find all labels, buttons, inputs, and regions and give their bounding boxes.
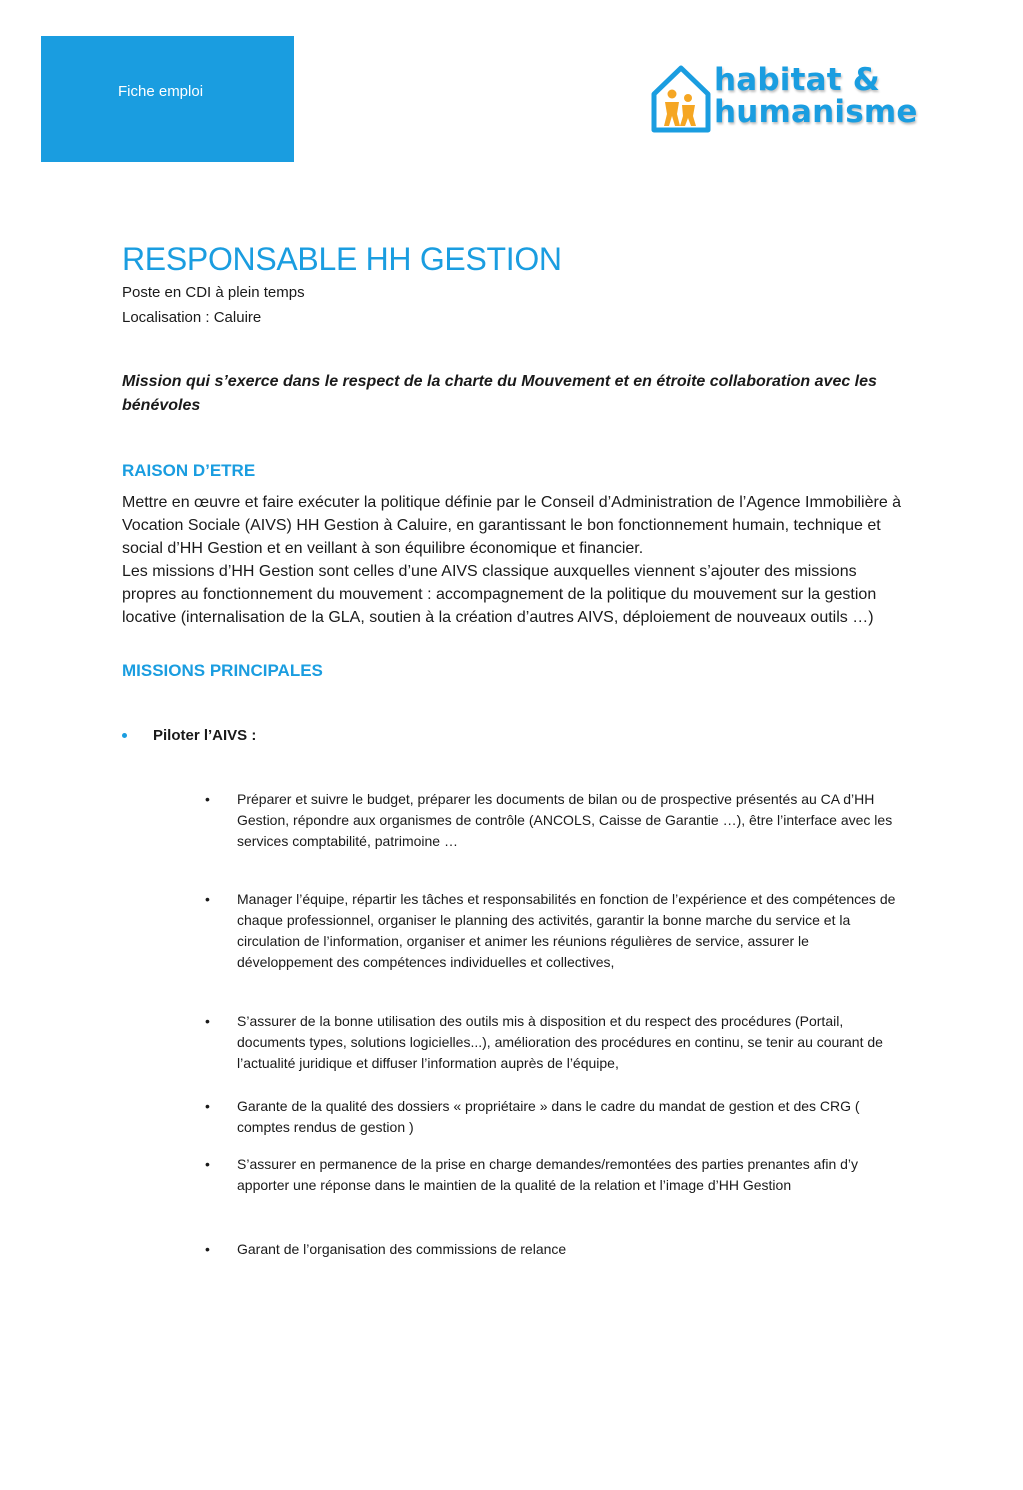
list-item-text: Garant de l’organisation des commissions de relance	[237, 1241, 567, 1257]
list-item	[205, 1011, 905, 1074]
raison-text	[122, 491, 912, 629]
bullet-icon: •	[205, 791, 210, 807]
bullet-icon	[122, 733, 127, 738]
list-item	[205, 889, 905, 973]
pilot-list-item	[122, 726, 912, 746]
document-content	[122, 238, 912, 746]
list-item-text: Manager l’équipe, répartir les tâches et responsabilités en fonction de l’expérience et des compétences de chaque professionnel, organiser le planning des activités, garantir la bonne marche du service et la circulation de l’information, organiser et animer les réunions régulières de service, assurer le développement des compétences individuelles et collectives,	[237, 891, 896, 970]
job-location: Localisation : Caluire	[122, 309, 262, 326]
raison-heading: RAISON D’ETRE	[122, 461, 256, 480]
list-item	[205, 1239, 905, 1260]
list-item-text: S’assurer de la bonne utilisation des outils mis à disposition et du respect des procédures (Portail, documents types, solutions logicielles...), amélioration des procédures en continu, se tenir au courant de l’actualité juridique et diffuser l’information auprès de l’équipe,	[237, 1013, 883, 1071]
job-title: RESPONSABLE HH GESTION	[122, 241, 562, 277]
list-item-text: S’assurer en permanence de la prise en charge demandes/remontées des parties prenantes afin d’y apporter une réponse dans le maintien de la qualité de la relation et l’image d’HH Gestion	[237, 1156, 859, 1193]
logo-text-line1: habitat &	[714, 62, 880, 98]
list-item-text: Garante de la qualité des dossiers « propriétaire » dans le cadre du mandat de gestion et des CRG ( comptes rendus de gestion )	[237, 1098, 860, 1135]
list-item	[205, 789, 905, 852]
list-item-text: Préparer et suivre le budget, préparer les documents de bilan ou de prospective présentés au CA d’HH Gestion, répondre aux organismes de contrôle (ANCOLS, Caisse de Garantie …), être l’interface avec les services comptabilité, patrimoine …	[237, 791, 893, 849]
bullet-icon: •	[205, 1156, 210, 1172]
header-label: Fiche emploi	[118, 83, 204, 100]
bullet-icon: •	[205, 1098, 210, 1114]
pilot-label: Piloter l’AIVS :	[153, 727, 257, 744]
list-item	[205, 1096, 905, 1138]
header-banner	[41, 36, 294, 162]
house-logo-icon	[650, 64, 712, 134]
bullet-icon: •	[205, 1013, 210, 1029]
raison-paragraph-2: Les missions d’HH Gestion sont celles d’une AIVS classique auxquelles viennent s’ajouter des missions propres au fonctionnement du mouvement : accompagnement de la politique du mouvement sur la gestion locative (internalisation de la GLA, soutien à la création d’autres AIVS, déploiement de nouveaux outils …)	[122, 563, 877, 626]
logo-text-line2: humanisme	[714, 94, 918, 130]
missions-heading: MISSIONS PRINCIPALES	[122, 661, 323, 680]
mission-intro: Mission qui s’exerce dans le respect de la charte du Mouvement et en étroite collaboration avec les bénévoles	[122, 373, 877, 414]
job-contract: Poste en CDI à plein temps	[122, 284, 305, 301]
bullet-icon: •	[205, 891, 210, 907]
raison-paragraph-1: Mettre en œuvre et faire exécuter la politique définie par le Conseil d’Administration de l’Agence Immobilière à Vocation Sociale (AIVS) HH Gestion à Caluire, en garantissant le bon fonctionnement humain, technique et social d’HH Gestion et en veillant à son équilibre économique et financier.	[122, 494, 902, 557]
bullet-icon: •	[205, 1241, 210, 1257]
habitat-humanisme-logo	[650, 62, 918, 138]
list-item	[205, 1154, 905, 1196]
